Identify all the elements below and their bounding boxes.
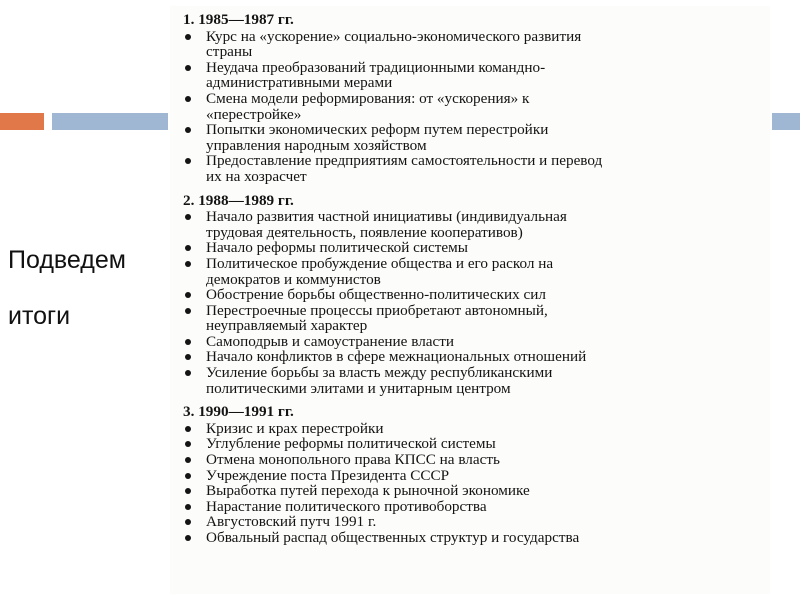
bullet-icon	[185, 127, 191, 133]
bullet-icon	[185, 457, 191, 463]
list-item-line: Отмена монопольного права КПСС на власть	[206, 451, 500, 469]
list-item-line: Неудача преобразований традиционными командно-	[206, 58, 546, 76]
list-item-line: Предоставление предприятиям самостоятельности и перевод	[206, 152, 603, 170]
list-item	[183, 209, 768, 240]
list-item-line: административными мерами	[206, 74, 393, 92]
list-item-line: Усиление борьбы за власть между республиканскими	[206, 364, 553, 382]
list-item-line: управления народным хозяйством	[206, 136, 427, 154]
list-item	[183, 256, 768, 287]
list-item	[183, 303, 768, 334]
bullet-icon	[185, 261, 191, 267]
list-item	[183, 153, 768, 184]
list-item	[183, 468, 768, 484]
bullet-icon	[185, 339, 191, 345]
list-item	[183, 240, 768, 256]
list-item	[183, 29, 768, 60]
list-item	[183, 365, 768, 396]
bullet-icon	[185, 354, 191, 360]
bullet-icon	[185, 158, 191, 164]
bullet-icon	[185, 488, 191, 494]
bullet-icon	[185, 370, 191, 376]
list-item-line: Начало конфликтов в сфере межнациональных отношений	[206, 348, 587, 366]
period-heading: 2. 1988—1989 гг.	[183, 191, 294, 209]
list-item-line: Обострение борьбы общественно-политических сил	[206, 286, 547, 304]
bullet-icon	[185, 519, 191, 525]
list-item-line: Смена модели реформирования: от «ускорения» к	[206, 89, 530, 107]
list-item-line: Политическое пробуждение общества и его раскол на	[206, 254, 554, 272]
list-item-line: Обвальный распад общественных структур и государства	[206, 529, 580, 546]
list-item	[183, 334, 768, 350]
list-item-line: трудовая деятельность, появление кооперативов)	[206, 223, 523, 241]
list-item	[183, 91, 768, 122]
accent-bar-blue-left	[52, 113, 168, 130]
bullet-icon	[185, 308, 191, 314]
list-item	[183, 514, 768, 530]
slide-title-line-2: итоги	[8, 302, 71, 330]
period-heading: 1. 1985—1987 гг.	[183, 11, 294, 28]
list-item	[183, 436, 768, 452]
bullet-icon	[185, 426, 191, 432]
list-item	[183, 483, 768, 499]
period-heading: 3. 1990—1991 гг.	[183, 403, 294, 421]
accent-bar-blue-right	[772, 113, 800, 130]
slide-title-line-1: Подведем	[8, 246, 126, 274]
bullet-icon	[185, 504, 191, 510]
list-item-line: страны	[206, 43, 253, 61]
list-item-line: Перестроечные процессы приобретают автономный,	[206, 301, 548, 319]
list-item-line: Кризис и крах перестройки	[206, 419, 384, 437]
list-item-line: неуправляемый характер	[206, 317, 368, 335]
bullet-icon	[185, 214, 191, 220]
list-item	[183, 421, 768, 437]
bullet-icon	[185, 292, 191, 298]
bullet-icon	[185, 65, 191, 71]
list-item	[183, 122, 768, 153]
list-item	[183, 287, 768, 303]
list-item-line: Нарастание политического противоборства	[206, 497, 487, 515]
period-section	[183, 193, 768, 397]
list-item	[183, 530, 768, 546]
list-item	[183, 452, 768, 468]
bullet-icon	[185, 473, 191, 479]
slide-title	[8, 232, 126, 344]
bullet-icon	[185, 96, 191, 102]
list-item	[183, 499, 768, 515]
list-item-line: Самоподрыв и самоустранение власти	[206, 332, 455, 350]
list-item-line: Начало развития частной инициативы (индивидуальная	[206, 208, 567, 226]
list-item-line: «перестройке»	[206, 105, 302, 123]
list-item-line: политическими элитами и унитарным центром	[206, 379, 511, 397]
bullet-icon	[185, 535, 191, 541]
bullet-icon	[185, 441, 191, 447]
list-item-line: демократов и коммунистов	[206, 270, 381, 288]
list-item-line: Августовский путч 1991 г.	[206, 513, 377, 531]
accent-bar-orange	[0, 113, 44, 130]
list-item-line: Углубление реформы политической системы	[206, 435, 496, 453]
period-list	[183, 12, 768, 546]
list-item-line: Попытки экономических реформ путем перестройки	[206, 121, 549, 139]
list-item	[183, 349, 768, 365]
list-item	[183, 60, 768, 91]
list-item-line: Начало реформы политической системы	[206, 239, 468, 257]
list-item-line: Курс на «ускорение» социально-экономического развития	[206, 27, 582, 45]
list-item-line: Выработка путей перехода к рыночной экономике	[206, 482, 530, 500]
period-section	[183, 404, 768, 545]
bullet-icon	[185, 245, 191, 251]
bullet-icon	[185, 34, 191, 40]
list-item-line: их на хозрасчет	[206, 167, 307, 185]
list-item-line: Учреждение поста Президента СССР	[206, 466, 450, 484]
period-section	[183, 12, 768, 185]
